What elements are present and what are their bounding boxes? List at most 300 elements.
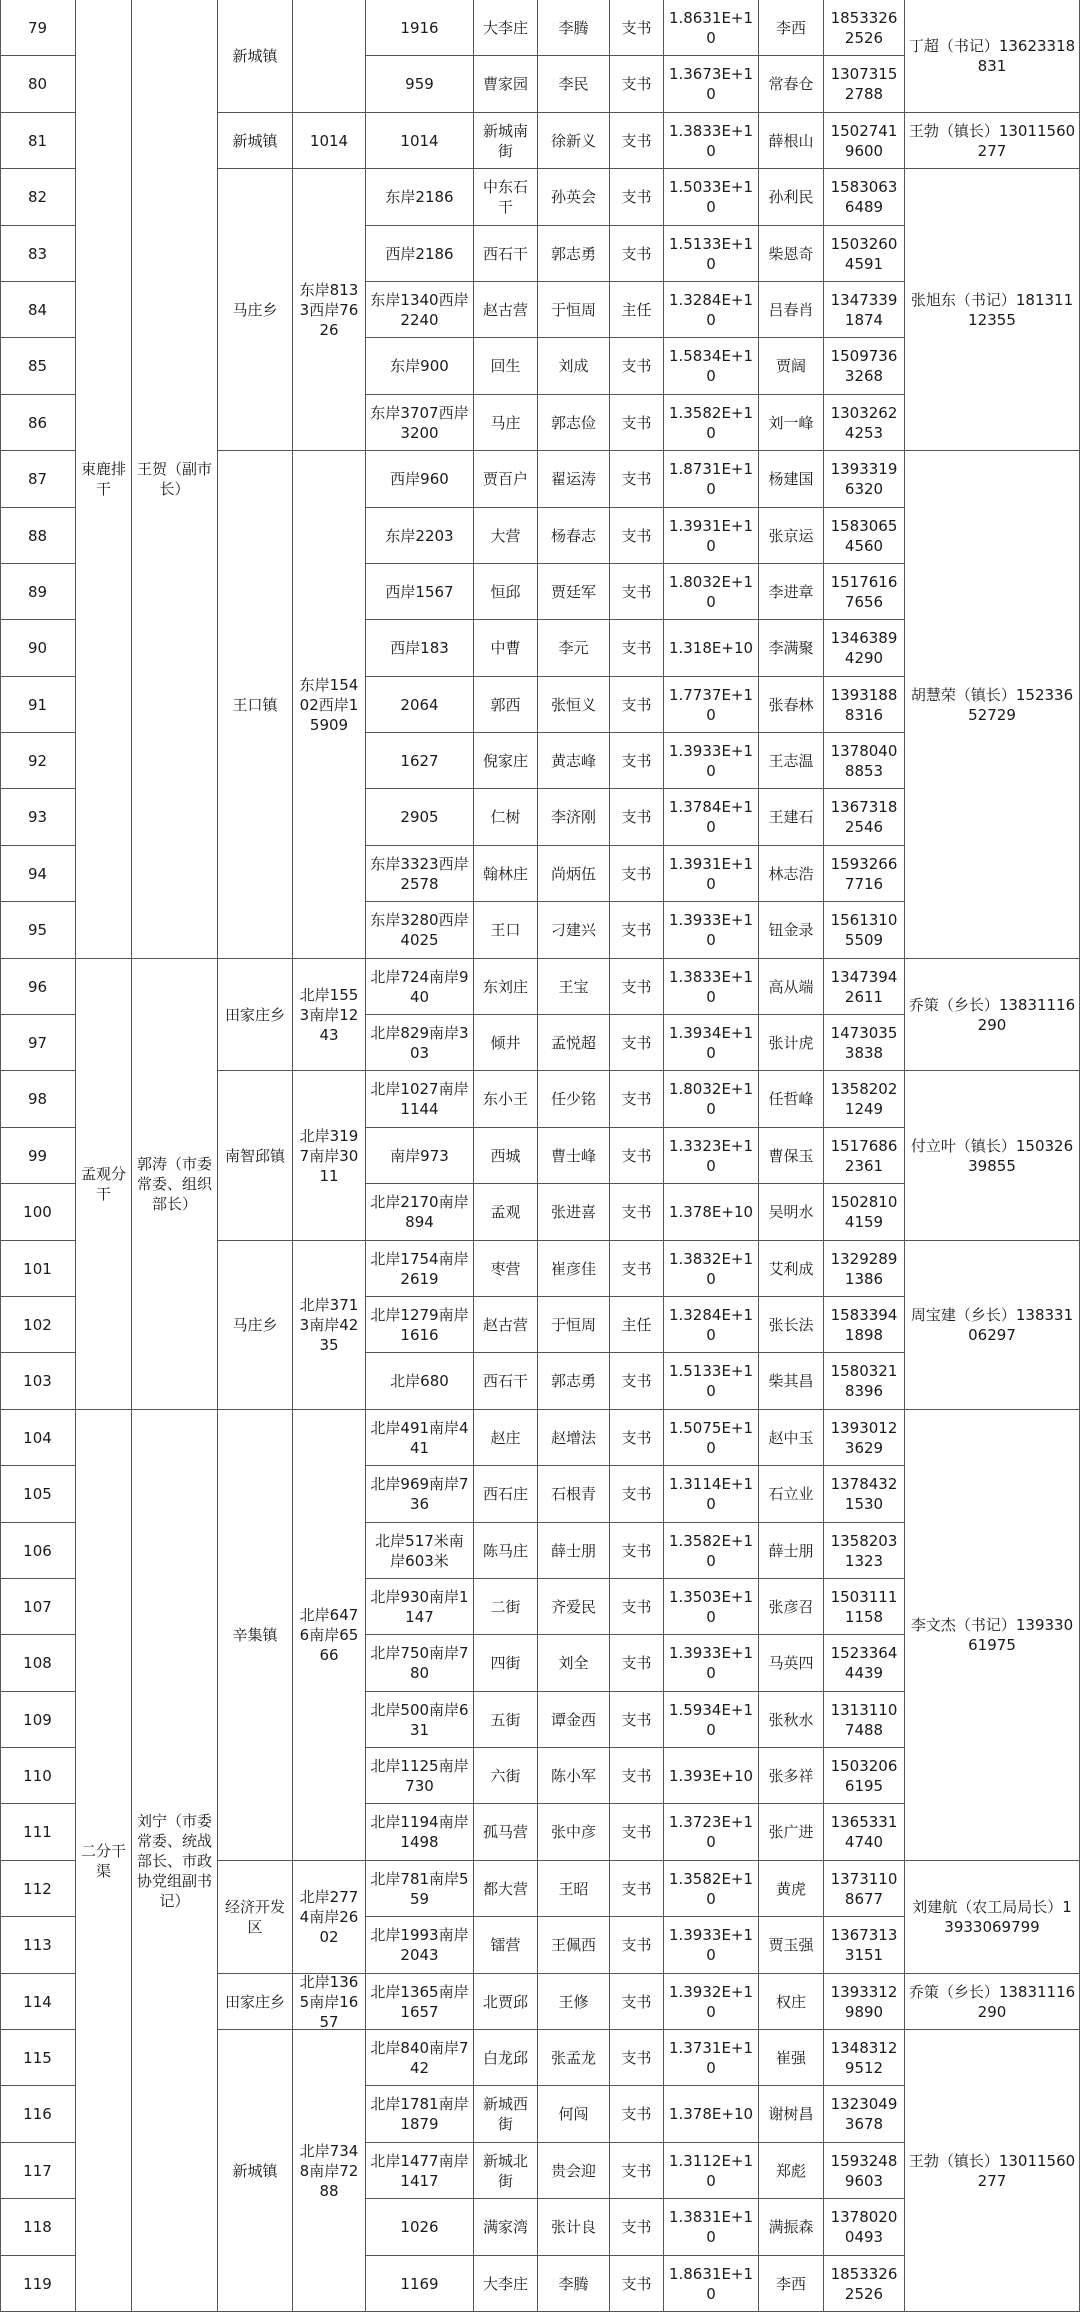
section-cell: 束鹿排干 (76, 0, 132, 959)
person-name-cell: 薛士朋 (538, 1523, 610, 1579)
role-cell: 支书 (610, 1071, 664, 1128)
role-cell: 支书 (610, 1410, 664, 1466)
person-name-cell: 何闯 (538, 2086, 610, 2143)
phone-cell: 1.3931E+10 (664, 846, 759, 902)
row-number: 106 (0, 1523, 76, 1579)
row-number: 87 (0, 451, 76, 508)
village-cell: 白龙邱 (474, 2030, 538, 2086)
role-cell: 支书 (610, 2199, 664, 2256)
leader-cell: 王贺（副市长） (132, 0, 218, 959)
township-cell: 新城镇 (218, 113, 293, 169)
village-cell: 恒邱 (474, 564, 538, 620)
telephone-cell: 13780408853 (824, 733, 905, 789)
telephone-cell: 13463894290 (824, 620, 905, 677)
role-cell: 支书 (610, 1579, 664, 1635)
length-cell: 北岸3713南岸4235 (293, 1241, 366, 1410)
location-cell: 北岸1365南岸1657 (366, 1974, 474, 2030)
person-name-cell: 张恒义 (538, 677, 610, 733)
village-cell: 孤马营 (474, 1804, 538, 1861)
length-cell: 北岸3197南岸3011 (293, 1071, 366, 1241)
village-cell: 仁树 (474, 789, 538, 846)
person-name-cell: 刘全 (538, 1635, 610, 1692)
telephone-cell: 15803218396 (824, 1353, 905, 1410)
role-cell: 支书 (610, 1015, 664, 1071)
row-number: 88 (0, 508, 76, 564)
contact-name-cell: 黄虎 (759, 1861, 824, 1917)
role-cell: 主任 (610, 1297, 664, 1353)
location-cell: 1026 (366, 2199, 474, 2256)
phone-cell: 1.8631E+10 (664, 0, 759, 56)
telephone-cell: 13933129890 (824, 1974, 905, 2030)
length-cell: 东岸8133西岸7626 (293, 169, 366, 451)
telephone-cell: 13032624253 (824, 395, 905, 451)
location-cell: 北岸840南岸742 (366, 2030, 474, 2086)
location-cell: 西岸2186 (366, 226, 474, 282)
village-cell: 回生 (474, 338, 538, 395)
location-cell: 北岸1477南岸1417 (366, 2143, 474, 2199)
length-cell: 1014 (293, 113, 366, 169)
person-name-cell: 孙英会 (538, 169, 610, 226)
row-number: 94 (0, 846, 76, 902)
telephone-cell: 18533262526 (824, 0, 905, 56)
contact-name-cell: 薛根山 (759, 113, 824, 169)
phone-cell: 1.3932E+10 (664, 1974, 759, 2030)
row-number: 99 (0, 1128, 76, 1184)
role-cell: 支书 (610, 846, 664, 902)
location-cell: 西岸960 (366, 451, 474, 508)
person-name-cell: 王昭 (538, 1861, 610, 1917)
contact-name-cell: 崔强 (759, 2030, 824, 2086)
location-cell: 东岸900 (366, 338, 474, 395)
township-official-cell: 王勃（镇长）13011560277 (905, 2030, 1080, 2312)
phone-cell: 1.3723E+10 (664, 1804, 759, 1861)
telephone-cell: 15028104159 (824, 1184, 905, 1241)
role-cell: 支书 (610, 677, 664, 733)
person-name-cell: 郭志勇 (538, 1353, 610, 1410)
contact-name-cell: 贾阔 (759, 338, 824, 395)
telephone-cell: 14730353838 (824, 1015, 905, 1071)
role-cell: 支书 (610, 1241, 664, 1297)
row-number: 103 (0, 1353, 76, 1410)
village-cell: 枣营 (474, 1241, 538, 1297)
telephone-cell: 13131107488 (824, 1692, 905, 1748)
phone-cell: 1.3931E+10 (664, 508, 759, 564)
telephone-cell: 13582021249 (824, 1071, 905, 1128)
phone-cell: 1.3933E+10 (664, 902, 759, 959)
village-cell: 贾百户 (474, 451, 538, 508)
location-cell: 北岸724南岸940 (366, 959, 474, 1015)
village-cell: 四街 (474, 1635, 538, 1692)
phone-cell: 1.8631E+10 (664, 2256, 759, 2312)
row-number: 96 (0, 959, 76, 1015)
role-cell: 支书 (610, 395, 664, 451)
phone-cell: 1.3833E+10 (664, 113, 759, 169)
contact-name-cell: 张长法 (759, 1297, 824, 1353)
location-cell: 北岸1125南岸730 (366, 1748, 474, 1804)
location-cell: 北岸1993南岸2043 (366, 1917, 474, 1974)
village-cell: 曹家园 (474, 56, 538, 113)
contact-name-cell: 薛士朋 (759, 1523, 824, 1579)
phone-cell: 1.3503E+10 (664, 1579, 759, 1635)
row-number: 118 (0, 2199, 76, 2256)
village-cell: 西石庄 (474, 1466, 538, 1523)
row-number: 109 (0, 1692, 76, 1748)
phone-cell: 1.5033E+10 (664, 169, 759, 226)
role-cell: 支书 (610, 169, 664, 226)
person-name-cell: 李民 (538, 56, 610, 113)
location-cell: 北岸500南岸631 (366, 1692, 474, 1748)
phone-cell: 1.5075E+10 (664, 1410, 759, 1466)
location-cell: 北岸1027南岸1144 (366, 1071, 474, 1128)
township-official-cell: 周宝建（乡长）13833106297 (905, 1241, 1080, 1410)
village-cell: 都大营 (474, 1861, 538, 1917)
telephone-cell: 13780200493 (824, 2199, 905, 2256)
phone-cell: 1.3323E+10 (664, 1128, 759, 1184)
location-cell: 北岸1781南岸1879 (366, 2086, 474, 2143)
telephone-cell: 13230493678 (824, 2086, 905, 2143)
contact-name-cell: 吕春肖 (759, 282, 824, 338)
role-cell: 支书 (610, 451, 664, 508)
person-name-cell: 赵增法 (538, 1410, 610, 1466)
row-number: 84 (0, 282, 76, 338)
location-cell: 北岸930南岸1147 (366, 1579, 474, 1635)
phone-cell: 1.5934E+10 (664, 1692, 759, 1748)
village-cell: 中曹 (474, 620, 538, 677)
row-number: 81 (0, 113, 76, 169)
leader-cell: 刘宁（市委常委、统战部长、市政协党组副书记） (132, 1410, 218, 2312)
role-cell: 支书 (610, 1748, 664, 1804)
person-name-cell: 于恒周 (538, 282, 610, 338)
telephone-cell: 15830636489 (824, 169, 905, 226)
row-number: 112 (0, 1861, 76, 1917)
person-name-cell: 陈小军 (538, 1748, 610, 1804)
phone-cell: 1.3673E+10 (664, 56, 759, 113)
person-name-cell: 尚炳伍 (538, 846, 610, 902)
telephone-cell: 15032066195 (824, 1748, 905, 1804)
phone-cell: 1.3114E+10 (664, 1466, 759, 1523)
telephone-cell: 13731108677 (824, 1861, 905, 1917)
location-cell: 东岸2186 (366, 169, 474, 226)
contact-name-cell: 权庄 (759, 1974, 824, 2030)
row-number: 111 (0, 1804, 76, 1861)
telephone-cell: 13930123629 (824, 1410, 905, 1466)
location-cell: 北岸1754南岸2619 (366, 1241, 474, 1297)
telephone-cell: 15176862361 (824, 1128, 905, 1184)
person-name-cell: 王宝 (538, 959, 610, 1015)
township-official-cell: 张旭东（书记）18131112355 (905, 169, 1080, 451)
row-number: 108 (0, 1635, 76, 1692)
person-name-cell: 曹士峰 (538, 1128, 610, 1184)
row-number: 107 (0, 1579, 76, 1635)
township-official-cell: 乔策（乡长）13831116290 (905, 959, 1080, 1071)
row-number: 85 (0, 338, 76, 395)
contact-name-cell: 常春仓 (759, 56, 824, 113)
location-cell: 北岸969南岸736 (366, 1466, 474, 1523)
row-number: 113 (0, 1917, 76, 1974)
phone-cell: 1.5133E+10 (664, 1353, 759, 1410)
contact-name-cell: 林志浩 (759, 846, 824, 902)
location-cell: 1169 (366, 2256, 474, 2312)
role-cell: 支书 (610, 1466, 664, 1523)
phone-cell: 1.378E+10 (664, 1184, 759, 1241)
contact-name-cell: 张彦召 (759, 1579, 824, 1635)
person-name-cell: 翟运涛 (538, 451, 610, 508)
phone-cell: 1.3831E+10 (664, 2199, 759, 2256)
village-cell: 大李庄 (474, 2256, 538, 2312)
telephone-cell: 13473942611 (824, 959, 905, 1015)
section-cell: 二分干渠 (76, 1410, 132, 2312)
telephone-cell: 13784321530 (824, 1466, 905, 1523)
row-number: 92 (0, 733, 76, 789)
row-number: 91 (0, 677, 76, 733)
village-cell: 东小王 (474, 1071, 538, 1128)
township-cell: 田家庄乡 (218, 1974, 293, 2030)
contact-name-cell: 柴恩奇 (759, 226, 824, 282)
role-cell: 支书 (610, 789, 664, 846)
location-cell: 东岸3323西岸2578 (366, 846, 474, 902)
township-cell: 新城镇 (218, 2030, 293, 2312)
person-name-cell: 李济刚 (538, 789, 610, 846)
contact-name-cell: 刘一峰 (759, 395, 824, 451)
township-official-cell: 付立叶（镇长）15032639855 (905, 1071, 1080, 1241)
person-name-cell: 石根青 (538, 1466, 610, 1523)
phone-cell: 1.3582E+10 (664, 1861, 759, 1917)
phone-cell: 1.3833E+10 (664, 959, 759, 1015)
township-official-cell: 李文杰（书记）13933061975 (905, 1410, 1080, 1861)
telephone-cell: 13653314740 (824, 1804, 905, 1861)
role-cell: 支书 (610, 733, 664, 789)
village-cell: 赵古营 (474, 282, 538, 338)
telephone-cell: 15833941898 (824, 1297, 905, 1353)
role-cell: 支书 (610, 1804, 664, 1861)
person-name-cell: 张计良 (538, 2199, 610, 2256)
village-cell: 马庄 (474, 395, 538, 451)
row-number: 116 (0, 2086, 76, 2143)
township-cell: 王口镇 (218, 451, 293, 959)
phone-cell: 1.5133E+10 (664, 226, 759, 282)
person-name-cell: 黄志峰 (538, 733, 610, 789)
location-cell: 北岸829南岸303 (366, 1015, 474, 1071)
village-cell: 倪家庄 (474, 733, 538, 789)
village-cell: 倾井 (474, 1015, 538, 1071)
role-cell: 支书 (610, 1128, 664, 1184)
person-name-cell: 李腾 (538, 0, 610, 56)
role-cell: 支书 (610, 1692, 664, 1748)
length-cell: 北岸1365南岸1657 (293, 1974, 366, 2030)
person-name-cell: 杨春志 (538, 508, 610, 564)
township-cell: 马庄乡 (218, 169, 293, 451)
contact-name-cell: 柴其昌 (759, 1353, 824, 1410)
row-number: 95 (0, 902, 76, 959)
township-cell: 新城镇 (218, 0, 293, 113)
phone-cell: 1.3933E+10 (664, 733, 759, 789)
phone-cell: 1.3284E+10 (664, 282, 759, 338)
role-cell: 支书 (610, 564, 664, 620)
telephone-cell: 13582031323 (824, 1523, 905, 1579)
role-cell: 支书 (610, 1974, 664, 2030)
role-cell: 支书 (610, 226, 664, 282)
location-cell: 西岸1567 (366, 564, 474, 620)
contact-name-cell: 张计虎 (759, 1015, 824, 1071)
row-number: 100 (0, 1184, 76, 1241)
village-cell: 二街 (474, 1579, 538, 1635)
row-number: 114 (0, 1974, 76, 2030)
telephone-cell: 15233644439 (824, 1635, 905, 1692)
length-cell: 北岸6476南岸6566 (293, 1410, 366, 1861)
village-cell: 中东石干 (474, 169, 538, 226)
person-name-cell: 张中彦 (538, 1804, 610, 1861)
role-cell: 支书 (610, 2256, 664, 2312)
row-number: 97 (0, 1015, 76, 1071)
phone-cell: 1.3582E+10 (664, 395, 759, 451)
village-cell: 西石干 (474, 1353, 538, 1410)
phone-cell: 1.3582E+10 (664, 1523, 759, 1579)
length-cell: 东岸15402西岸15909 (293, 451, 366, 959)
contact-name-cell: 张春林 (759, 677, 824, 733)
contact-name-cell: 杨建国 (759, 451, 824, 508)
role-cell: 支书 (610, 620, 664, 677)
contact-name-cell: 王建石 (759, 789, 824, 846)
section-cell: 孟观分干 (76, 959, 132, 1410)
contact-name-cell: 李西 (759, 0, 824, 56)
telephone-cell: 15097363268 (824, 338, 905, 395)
township-cell: 田家庄乡 (218, 959, 293, 1071)
location-cell: 北岸1279南岸1616 (366, 1297, 474, 1353)
location-cell: 1014 (366, 113, 474, 169)
person-name-cell: 刁建兴 (538, 902, 610, 959)
village-cell: 西石干 (474, 226, 538, 282)
telephone-cell: 13931888316 (824, 677, 905, 733)
telephone-cell: 15613105509 (824, 902, 905, 959)
village-cell: 东刘庄 (474, 959, 538, 1015)
contact-name-cell: 曹保玉 (759, 1128, 824, 1184)
phone-cell: 1.8032E+10 (664, 564, 759, 620)
person-name-cell: 张进喜 (538, 1184, 610, 1241)
location-cell: 北岸680 (366, 1353, 474, 1410)
village-cell: 孟观 (474, 1184, 538, 1241)
person-name-cell: 于恒周 (538, 1297, 610, 1353)
telephone-cell: 15032604591 (824, 226, 905, 282)
person-name-cell: 李腾 (538, 2256, 610, 2312)
location-cell: 2064 (366, 677, 474, 733)
row-number: 98 (0, 1071, 76, 1128)
village-cell: 北贾邱 (474, 1974, 538, 2030)
phone-cell: 1.8731E+10 (664, 451, 759, 508)
phone-cell: 1.7737E+10 (664, 677, 759, 733)
village-cell: 赵庄 (474, 1410, 538, 1466)
location-cell: 北岸517米南岸603米 (366, 1523, 474, 1579)
township-official-cell: 丁超（书记）13623318831 (905, 0, 1080, 113)
person-name-cell: 郭志勇 (538, 226, 610, 282)
length-cell: 北岸1553南岸1243 (293, 959, 366, 1071)
location-cell: 2905 (366, 789, 474, 846)
role-cell: 支书 (610, 2086, 664, 2143)
township-cell: 南智邱镇 (218, 1071, 293, 1241)
telephone-cell: 15932489603 (824, 2143, 905, 2199)
village-cell: 镭营 (474, 1917, 538, 1974)
phone-cell: 1.3284E+10 (664, 1297, 759, 1353)
row-number: 90 (0, 620, 76, 677)
contact-name-cell: 石立业 (759, 1466, 824, 1523)
length-cell: 北岸2774南岸2602 (293, 1861, 366, 1974)
row-number: 83 (0, 226, 76, 282)
telephone-cell: 15027419600 (824, 113, 905, 169)
contact-name-cell: 李西 (759, 2256, 824, 2312)
contact-name-cell: 贾玉强 (759, 1917, 824, 1974)
row-number: 105 (0, 1466, 76, 1523)
role-cell: 支书 (610, 508, 664, 564)
role-cell: 支书 (610, 113, 664, 169)
village-cell: 大李庄 (474, 0, 538, 56)
contact-name-cell: 张广进 (759, 1804, 824, 1861)
village-cell: 王口 (474, 902, 538, 959)
person-name-cell: 任少铭 (538, 1071, 610, 1128)
role-cell: 支书 (610, 959, 664, 1015)
contact-name-cell: 吴明水 (759, 1184, 824, 1241)
row-number: 89 (0, 564, 76, 620)
leader-cell: 郭涛（市委常委、组织部长） (132, 959, 218, 1410)
location-cell: 北岸2170南岸894 (366, 1184, 474, 1241)
phone-cell: 1.3933E+10 (664, 1917, 759, 1974)
phone-cell: 1.3784E+10 (664, 789, 759, 846)
location-cell: 西岸183 (366, 620, 474, 677)
row-number: 101 (0, 1241, 76, 1297)
location-cell: 北岸750南岸780 (366, 1635, 474, 1692)
person-name-cell: 刘成 (538, 338, 610, 395)
phone-cell: 1.318E+10 (664, 620, 759, 677)
telephone-cell: 15176167656 (824, 564, 905, 620)
row-number: 86 (0, 395, 76, 451)
location-cell: 959 (366, 56, 474, 113)
row-number: 119 (0, 2256, 76, 2312)
village-cell: 新城北街 (474, 2143, 538, 2199)
role-cell: 支书 (610, 1523, 664, 1579)
contact-name-cell: 满振森 (759, 2199, 824, 2256)
row-number: 110 (0, 1748, 76, 1804)
township-official-cell: 胡慧荣（镇长）15233652729 (905, 451, 1080, 959)
location-cell: 东岸3707西岸3200 (366, 395, 474, 451)
contact-name-cell: 张京运 (759, 508, 824, 564)
row-number: 115 (0, 2030, 76, 2086)
person-name-cell: 张孟龙 (538, 2030, 610, 2086)
row-number: 79 (0, 0, 76, 56)
row-number: 102 (0, 1297, 76, 1353)
telephone-cell: 13673133151 (824, 1917, 905, 1974)
location-cell: 南岸973 (366, 1128, 474, 1184)
person-name-cell: 崔彦佳 (538, 1241, 610, 1297)
phone-cell: 1.3934E+10 (664, 1015, 759, 1071)
telephone-cell: 13473391874 (824, 282, 905, 338)
phone-cell: 1.3832E+10 (664, 1241, 759, 1297)
village-cell: 翰林庄 (474, 846, 538, 902)
person-name-cell: 郭志俭 (538, 395, 610, 451)
person-name-cell: 孟悦超 (538, 1015, 610, 1071)
telephone-cell: 13073152788 (824, 56, 905, 113)
location-cell: 1627 (366, 733, 474, 789)
contact-name-cell: 任哲峰 (759, 1071, 824, 1128)
location-cell: 北岸781南岸559 (366, 1861, 474, 1917)
village-cell: 西城 (474, 1128, 538, 1184)
telephone-cell: 13292891386 (824, 1241, 905, 1297)
person-name-cell: 谭金西 (538, 1692, 610, 1748)
role-cell: 支书 (610, 1184, 664, 1241)
person-name-cell: 贾廷军 (538, 564, 610, 620)
telephone-cell: 15830654560 (824, 508, 905, 564)
township-official-cell: 刘建航（农工局局长）13933069799 (905, 1861, 1080, 1974)
person-name-cell: 徐新义 (538, 113, 610, 169)
person-name-cell: 李元 (538, 620, 610, 677)
phone-cell: 1.5834E+10 (664, 338, 759, 395)
